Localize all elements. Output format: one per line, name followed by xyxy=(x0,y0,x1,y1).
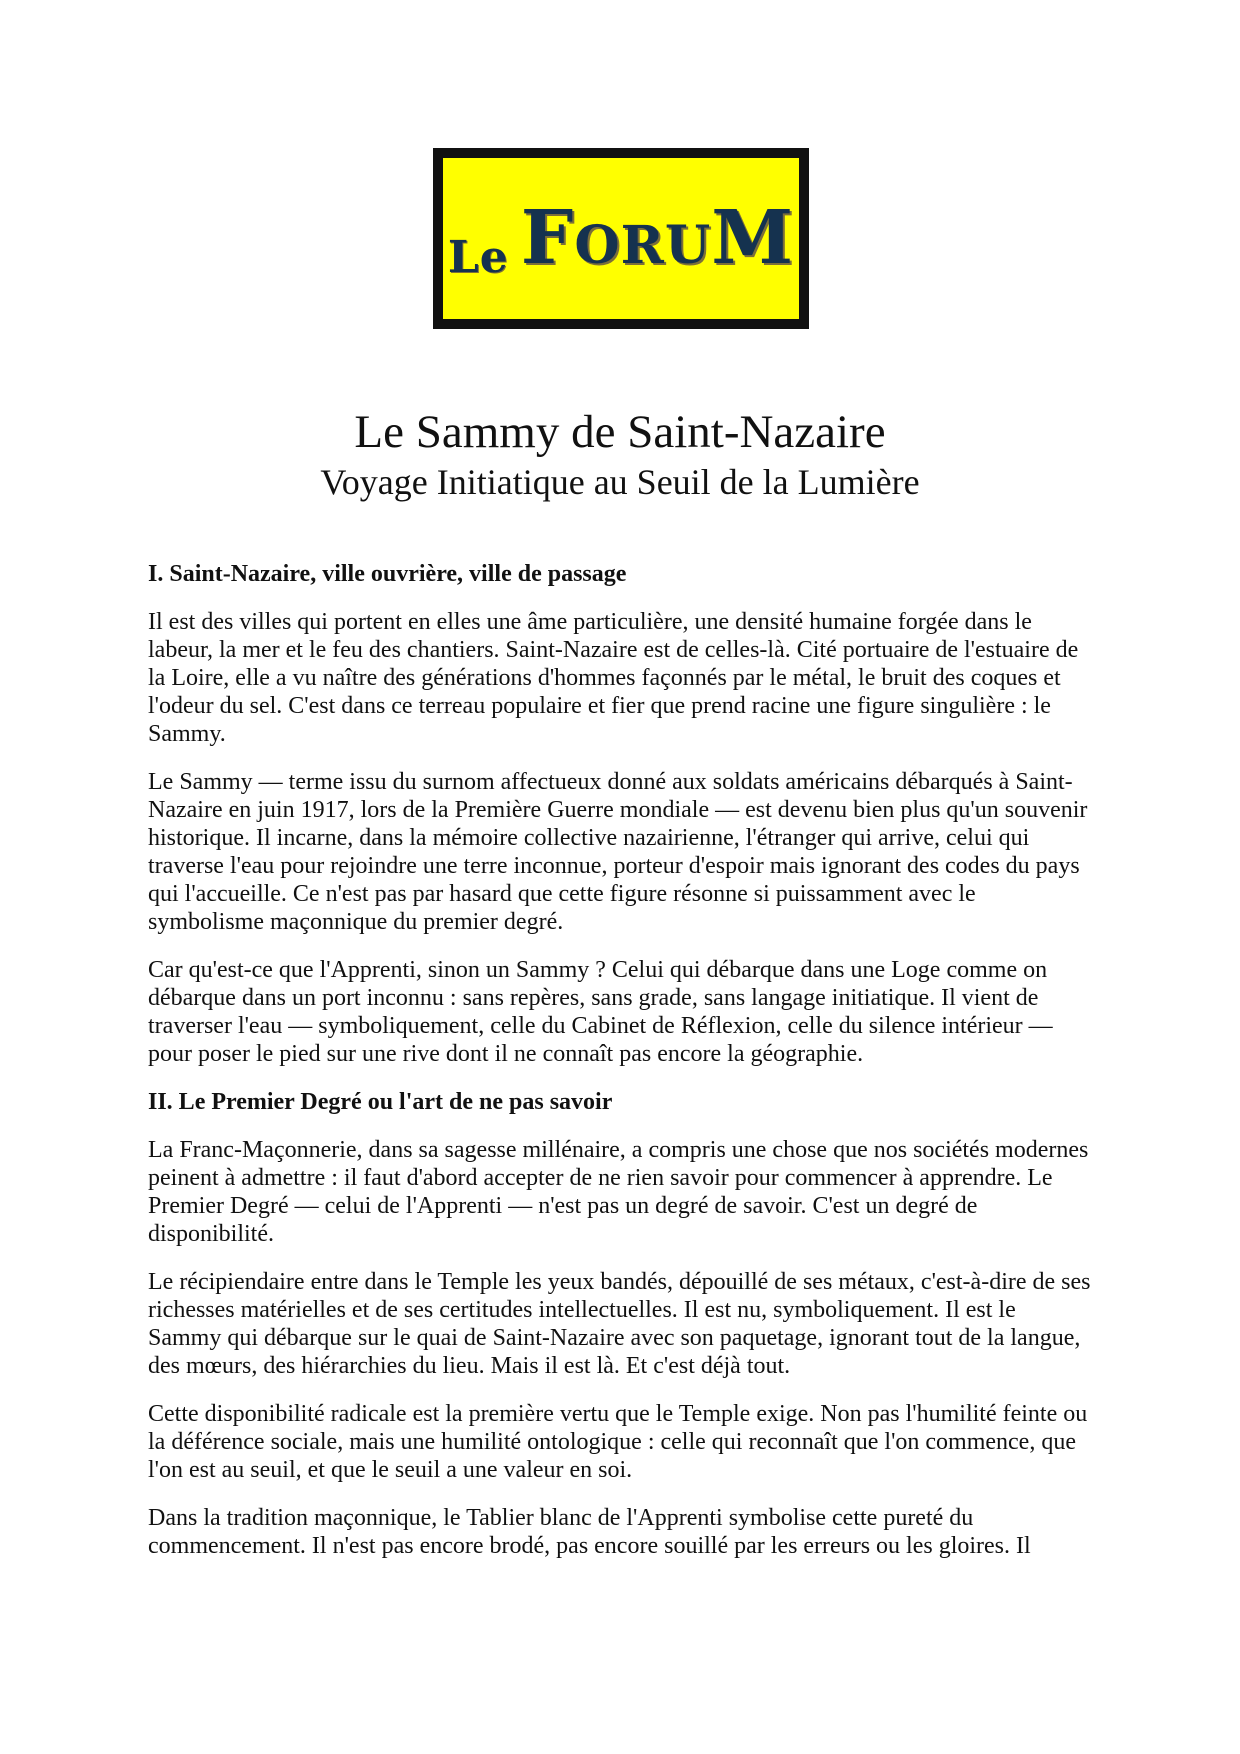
section-heading: I. Saint-Nazaire, ville ouvrière, ville de passage xyxy=(148,561,627,587)
paragraph: Le récipiendaire entre dans le Temple les yeux bandés, dépouillé de ses métaux, c'est-à-dire de ses richesses matérielles et de ses certitudes intellectuelles. Il est nu, symboliquement. Il est le Sammy qui débarque sur le quai de Saint-Nazaire avec son paquetage, ignorant tout de la langue, des mœurs, des hiérarchies du lieu. Mais il est là. Et c'est déjà tout. xyxy=(148,1269,1091,1379)
paragraph: Dans la tradition maçonnique, le Tablier blanc de l'Apprenti symbolise cette pureté du commencement. Il n'est pas encore brodé, pas encore souillé par les erreurs ou les gloires. Il xyxy=(148,1505,1031,1559)
paragraph: Le Sammy — terme issu du surnom affectueux donné aux soldats américains débarqués à Saint-Nazaire en juin 1917, lors de la Première Guerre mondiale — est devenu bien plus qu'un souvenir historique. Il incarne, dans la mémoire collective nazairienne, l'étranger qui arrive, celui qui traverse l'eau pour rejoindre une terre inconnue, porteur d'espoir mais ignorant des codes du pays qui l'accueille. Ce n'est pas par hasard que cette figure résonne si puissamment avec le symbolisme maçonnique du premier degré. xyxy=(148,769,1088,935)
document-body xyxy=(148,560,1092,1580)
document-subtitle: Voyage Initiatique au Seuil de la Lumière xyxy=(320,462,920,502)
paragraph: La Franc-Maçonnerie, dans sa sagesse millénaire, a compris une chose que nos sociétés modernes peinent à admettre : il faut d'abord accepter de ne rien savoir pour commencer à apprendre. Le Premier Degré — celui de l'Apprenti — n'est pas un degré de savoir. C'est un degré de disponibilité. xyxy=(148,1137,1089,1247)
forum-logo xyxy=(433,148,809,329)
logo-prefix: Le xyxy=(447,232,509,283)
document-title: Le Sammy de Saint-Nazaire xyxy=(354,406,886,458)
paragraph: Car qu'est-ce que l'Apprenti, sinon un Sammy ? Celui qui débarque dans une Loge comme on débarque dans un port inconnu : sans repères, sans grade, sans langage initiatique. Il vient de traverser l'eau — symboliquement, celle du Cabinet de Réflexion, celle du silence intérieur — pour poser le pied sur une rive dont il ne connaît pas encore la géographie. xyxy=(148,957,1053,1067)
paragraph: Cette disponibilité radicale est la première vertu que le Temple exige. Non pas l'humilité feinte ou la déférence sociale, mais une humilité ontologique : celle qui reconnaît que l'on commence, que l'on est au seuil, et que le seuil a une valeur en soi. xyxy=(148,1401,1088,1483)
section-heading: II. Le Premier Degré ou l'art de ne pas savoir xyxy=(148,1089,613,1115)
logo-word xyxy=(520,195,795,283)
logo-letter-first: F xyxy=(520,195,575,281)
paragraph: Il est des villes qui portent en elles une âme particulière, une densité humaine forgée dans le labeur, la mer et le feu des chantiers. Saint-Nazaire est de celles-là. Cité portuaire de l'estuaire de la Loire, elle a vu naître des générations d'hommes façonnés par le métal, le bruit des coques et l'odeur du sel. C'est dans ce terreau populaire et fier que prend racine une figure singulière : le Sammy. xyxy=(148,609,1079,747)
logo-letters-middle: ORU xyxy=(574,215,712,276)
logo-letter-last: M xyxy=(711,195,795,281)
logo-panel xyxy=(437,152,805,325)
